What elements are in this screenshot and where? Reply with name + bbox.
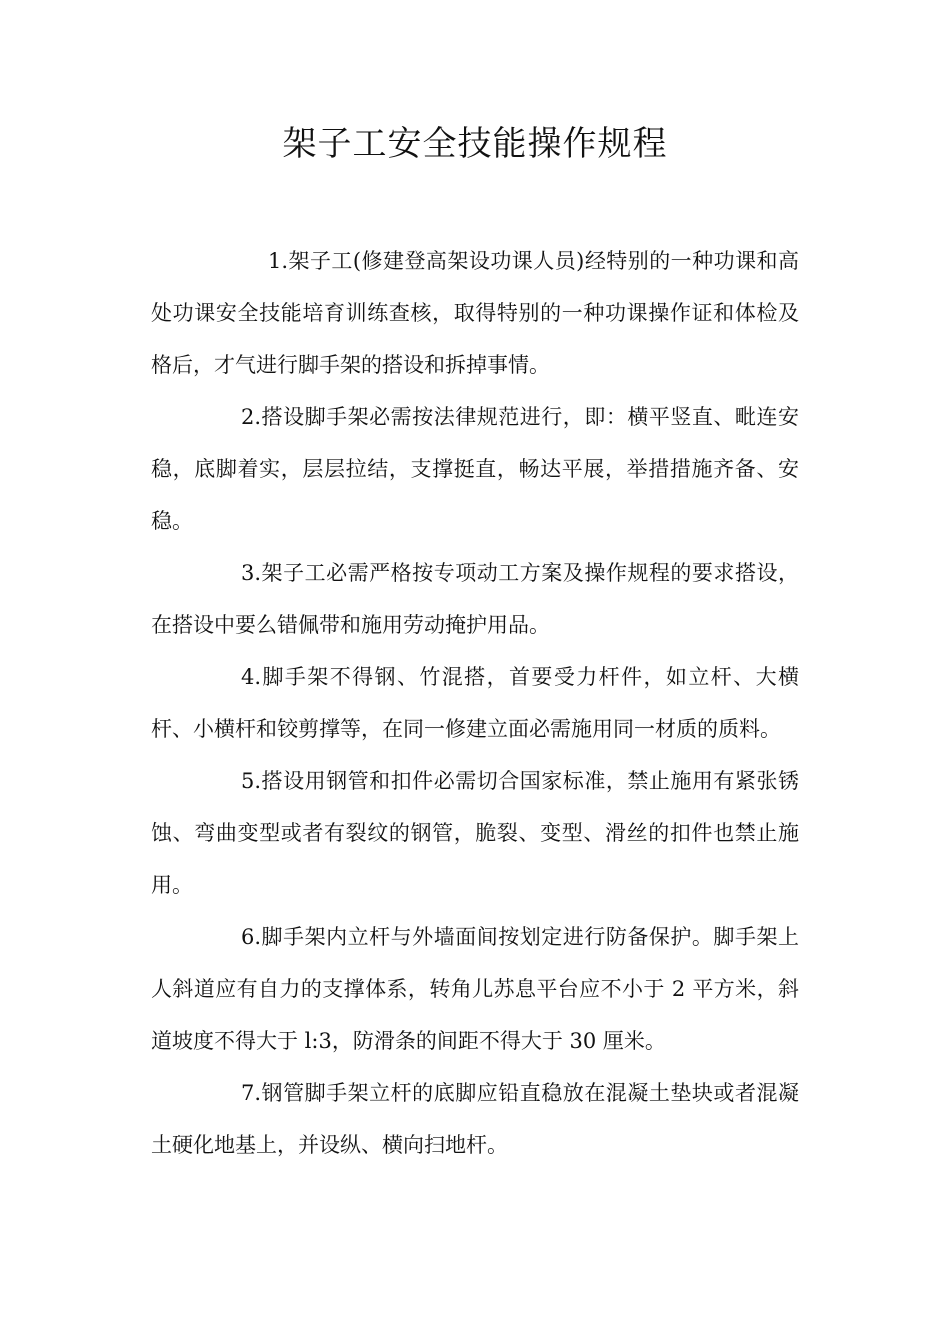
paragraph-1: 1.架子工(修建登高架设功课人员)经特别的一种功课和高处功课安全技能培育训练查核，取得特别的一种功课操作证和体检及格后，才气进行脚手架的搭设和拆掉事情。 xyxy=(151,249,799,377)
document-title: 架子工安全技能操作规程 xyxy=(282,124,668,164)
paragraph-2: 2.搭设脚手架必需按法律规范进行，即：横平竖直、毗连安稳，底脚着实，层层拉结，支撑挺直，畅达平展，举措措施齐备、安稳。 xyxy=(151,405,799,533)
paragraph-3: 3.架子工必需严格按专项动工方案及操作规程的要求搭设，在搭设中要么错佩带和施用劳动掩护用品。 xyxy=(151,561,799,637)
document-body xyxy=(151,235,799,1171)
paragraph-4: 4.脚手架不得钢、竹混搭，首要受力杆件，如立杆、大横杆、小横杆和铰剪撑等，在同一修建立面必需施用同一材质的质料。 xyxy=(151,665,799,741)
paragraph-6: 6.脚手架内立杆与外墙面间按划定进行防备保护。脚手架上人斜道应有自力的支撑体系，转角儿苏息平台应不小于 2 平方米，斜道坡度不得大于 l:3，防滑条的间距不得大于 30 厘米。 xyxy=(151,925,799,1053)
paragraph-7: 7.钢管脚手架立杆的底脚应铅直稳放在混凝土垫块或者混凝土硬化地基上，并设纵、横向扫地杆。 xyxy=(151,1081,799,1157)
paragraph-5: 5.搭设用钢管和扣件必需切合国家标准，禁止施用有紧张锈蚀、弯曲变型或者有裂纹的钢管，脆裂、变型、滑丝的扣件也禁止施用。 xyxy=(151,769,799,897)
